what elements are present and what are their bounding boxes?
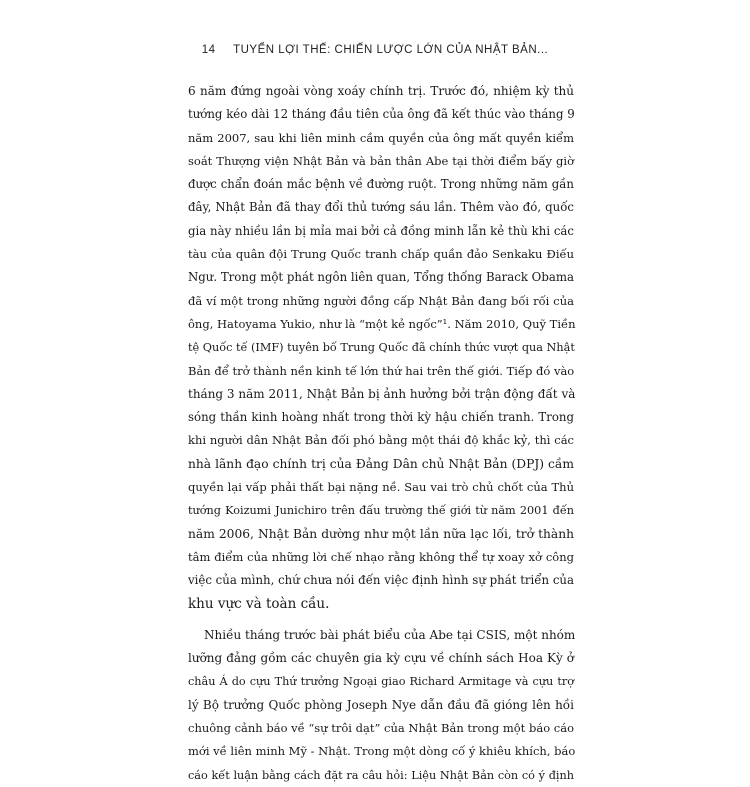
text-line: tướng Koizumi Junichiro trên đấu trường thế giới từ năm 2001 đến bbox=[188, 504, 574, 518]
text-line: mới về liên minh Mỹ - Nhật. Trong một dòng cố ý khiêu khích, báo bbox=[188, 744, 576, 759]
text-line: chuông cảnh báo về “sự trôi dạt” của Nhật Bản trong một báo cáo bbox=[188, 721, 574, 736]
text-line: đây, Nhật Bản đã thay đổi thủ tướng sáu lần. Thêm vào đó, quốc bbox=[188, 200, 574, 215]
paragraph-2 bbox=[188, 624, 574, 787]
running-header bbox=[0, 44, 750, 56]
text-line: gia này nhiều lần bị mỉa mai bởi cả đồng minh lẫn kẻ thù khi các bbox=[188, 223, 574, 238]
text-line: việc của mình, chứ chưa nói đến việc định hình sự phát triển của bbox=[188, 573, 574, 588]
text-line: ông, Hatoyama Yukio, như là “một kẻ ngốc”¹. Năm 2010, Quỹ Tiền bbox=[188, 316, 576, 331]
text-line: tàu của quân đội Trung Quốc tranh chấp quần đảo Senkaku Điếu bbox=[188, 247, 574, 262]
text-line: Bản để trở thành nền kinh tế lớn thứ hai trên thế giới. Tiếp đó vào bbox=[188, 363, 575, 378]
text-line: khu vực và toàn cầu. bbox=[188, 595, 330, 612]
body-text bbox=[188, 80, 574, 787]
text-line: 6 năm đứng ngoài vòng xoáy chính trị. Trước đó, nhiệm kỳ thủ bbox=[188, 84, 574, 98]
text-line: lý Bộ trưởng Quốc phòng Joseph Nye dẫn đầu đã gióng lên hồi bbox=[188, 697, 574, 712]
text-line: quyền lại vấp phải thất bại nặng nề. Sau vai trò chủ chốt của Thủ bbox=[188, 480, 574, 495]
page-number: 14 bbox=[201, 44, 216, 56]
text-line: năm 2006, Nhật Bản dường như một lần nữa lạc lối, trở thành bbox=[188, 526, 574, 541]
text-line: Nhiều tháng trước bài phát biểu của Abe tại CSIS, một nhóm bbox=[204, 627, 576, 642]
text-line: cáo kết luận bằng cách đặt ra câu hỏi: Liệu Nhật Bản còn có ý định bbox=[188, 768, 574, 782]
text-line: nhà lãnh đạo chính trị của Đảng Dân chủ Nhật Bản (DPJ) cầm bbox=[188, 456, 574, 471]
text-line: khi người dân Nhật Bản đối phó bằng một thái độ khắc kỷ, thì các bbox=[188, 433, 574, 448]
text-line: soát Thượng viện Nhật Bản và bản thân Abe tại thời điểm bấy giờ bbox=[188, 153, 574, 168]
text-line: năm 2007, sau khi liên minh cầm quyền của ông mất quyền kiểm bbox=[188, 130, 574, 145]
text-line: tháng 3 năm 2011, Nhật Bản bị ảnh hưởng bởi trận động đất và bbox=[188, 386, 576, 401]
text-line: sóng thần kinh hoàng nhất trong thời kỳ hậu chiến tranh. Trong bbox=[188, 410, 574, 425]
text-line: lưỡng đảng gồm các chuyên gia kỳ cựu về chính sách Hoa Kỳ ở bbox=[188, 651, 574, 666]
text-line: tâm điểm của những lời chế nhạo rằng không thể tự xoay xở công bbox=[188, 549, 574, 564]
paragraph-1 bbox=[188, 80, 574, 616]
text-line: châu Á do cựu Thứ trưởng Ngoại giao Richard Armitage và cựu trợ bbox=[188, 675, 574, 689]
text-line: tướng kéo dài 12 tháng đầu tiên của ông đã kết thúc vào tháng 9 bbox=[188, 107, 575, 122]
text-line: được chẩn đoán mắc bệnh về đường ruột. Trong những năm gần bbox=[188, 177, 574, 192]
text-line: đã ví một trong những người đồng cấp Nhật Bản đang bối rối của bbox=[188, 293, 574, 308]
text-line: tệ Quốc tế (IMF) tuyên bố Trung Quốc đã chính thức vượt qua Nhật bbox=[188, 341, 575, 355]
text-line: Ngư. Trong một phát ngôn liên quan, Tổng thống Barack Obama bbox=[188, 270, 574, 285]
running-title: TUYỂN LỢI THẾ: CHIẾN LƯỢC LỚN CỦA NHẬT BẢN... bbox=[233, 44, 549, 56]
